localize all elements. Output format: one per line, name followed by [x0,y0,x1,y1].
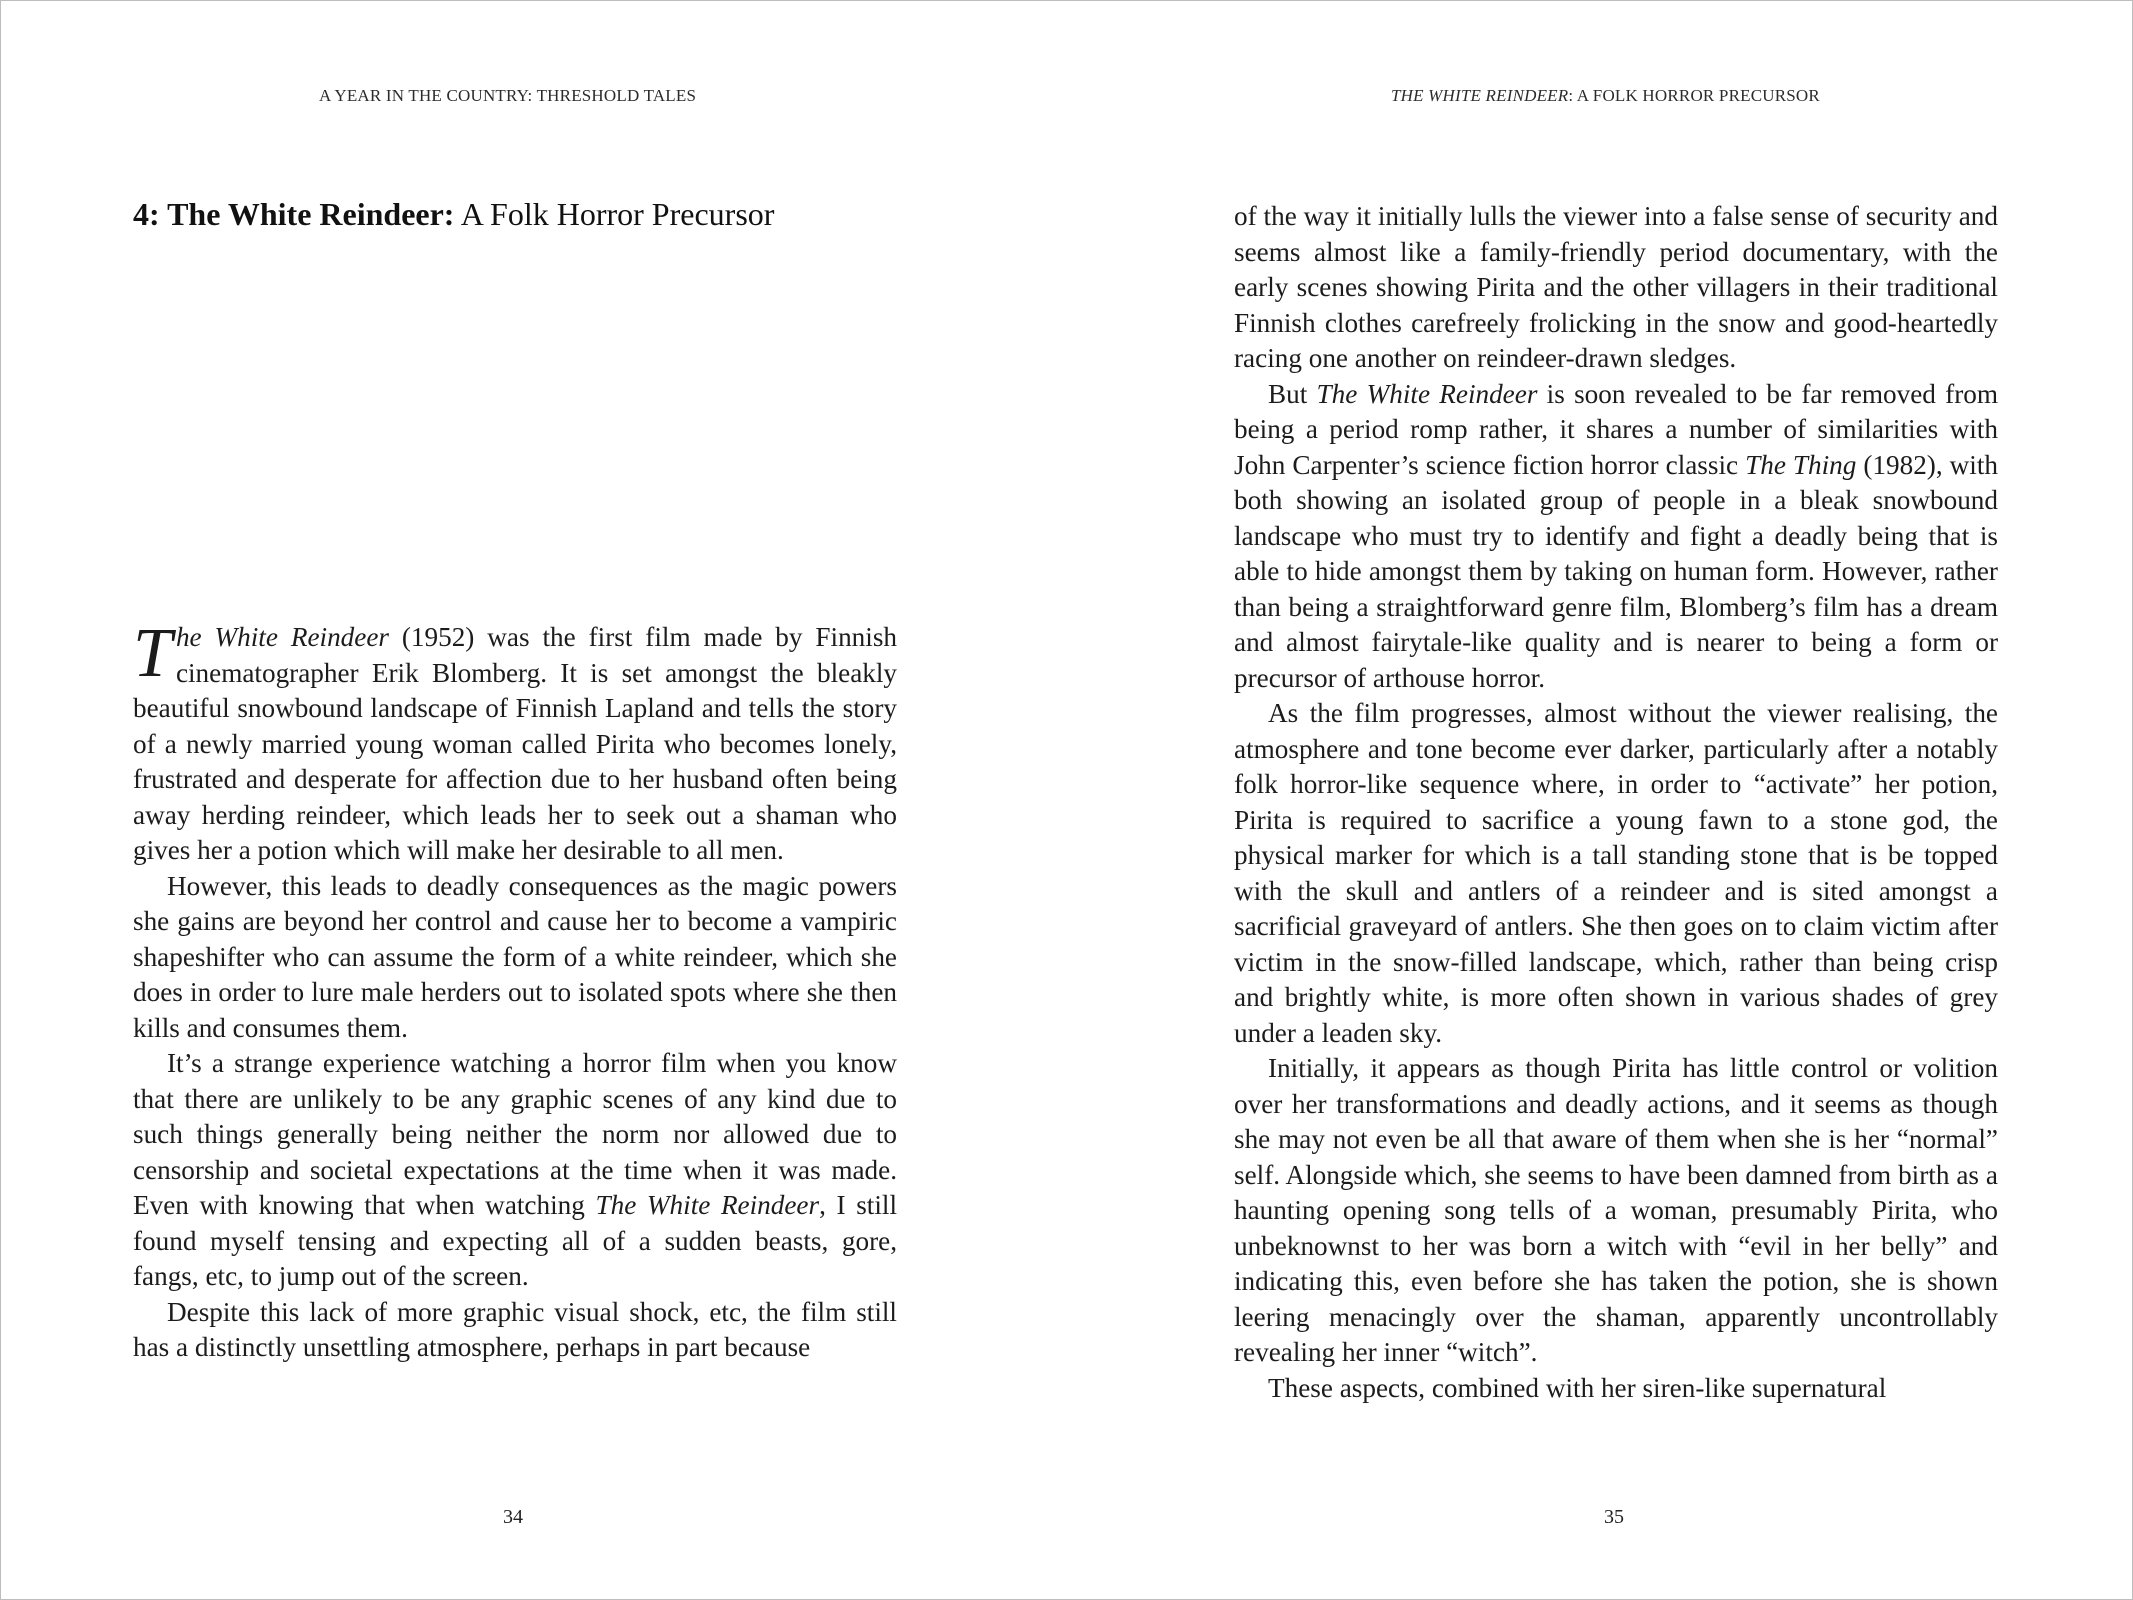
right-paragraph-2-text-a: But [1268,378,1317,409]
right-paragraph-2-text-b: is soon revealed to be far removed from being a period romp rather, it shares a number of similarities with John Carpenter’s science fiction horror classic [1234,378,1999,480]
left-paragraph-3 [133,1046,897,1295]
left-paragraph-1-text: (1952) was the first film made by Finnish cinematographer Erik Blomberg. It is set amongst the bleakly beautiful snowbound landscape of Finnish Lapland and tells the story of a newly married young woman called Pirita who becomes lonely, frustrated and desperate for affection due to her husband often being away herding reindeer, which leads her to seek out a shaman who gives her a potion which will make her desirable to all men. [133,622,897,865]
right-paragraph-2 [1234,377,1998,697]
right-body-text [1234,199,1998,1406]
left-paragraph-2: However, this leads to deadly consequences as the magic powers she gains are beyond her control and cause her to become a vampiric shapeshifter who can assume the form of a white reindeer, which she does in order to lure male herders out to isolated spots where she then kills and consumes them. [133,870,897,1043]
drop-cap: T [133,615,172,692]
film-title-italic: he White Reindeer [175,622,389,652]
left-body-text [133,615,898,1366]
film-title-italic: The Thing [1745,449,1857,480]
left-page [0,0,1066,1600]
running-head-right-rest: : A FOLK HORROR PRECURSOR [1568,86,1820,105]
running-head-right-italic: THE WHITE REINDEER [1391,86,1569,105]
left-paragraph-3-text-b: , I still found myself tensing and expecting all of a sudden beasts, gore, fangs, etc, to jump out of the screen. [133,1190,898,1291]
left-paragraph-1 [133,615,897,869]
right-paragraph-3: As the film progresses, almost without the viewer realising, the atmosphere and tone become ever darker, particularly after a notably folk horror-like sequence where, in order to “activate” her potion, Pirita is required to sacrifice a young fawn to a stone god, the physical marker for which is a tall standing stone that is be topped with the skull and antlers of a reindeer and is sited amongst a sacrificial graveyard of antlers. She then goes on to claim victim after victim in the snow-filled landscape, which, rather than being crisp and brightly white, is more often shown in various shades of grey under a leaden sky. [1234,698,1998,1048]
right-paragraph-5: These aspects, combined with her siren-like supernatural [1268,1372,1887,1403]
left-paragraph-3-text-a: It’s a strange experience watching a horror film when you know that there are unlikely to be any graphic scenes of any kind due to such things generally being neither the norm nor allowed due to censorship and societal expectations at the time when it was made. Even with knowing that when watching [133,1048,897,1220]
right-page [1066,0,2133,1600]
running-head-left: A YEAR IN THE COUNTRY: THRESHOLD TALES [319,86,697,105]
running-head-right [1391,86,1820,106]
left-paragraph-4: Despite this lack of more graphic visual shock, etc, the film still has a distinctly unsettling atmosphere, perhaps in part because [133,1296,897,1362]
film-title-italic: The White Reindeer [595,1190,820,1220]
chapter-title-bold: 4: The White Reindeer: [133,196,455,232]
film-title-italic: The White Reindeer [1316,378,1538,409]
right-paragraph-4: Initially, it appears as though Pirita has little control or volition over her transformations and deadly actions, and it seems as though she may not even be all that aware of them when she is her “normal” self. Alongside which, she seems to have been damned from birth as a haunting opening song tells of a woman, presumably Pirita, who unbeknownst to her was born a witch with “evil in her belly” and indicating this, even before she has taken the potion, she is shown leering menacingly over the shaman, apparently uncontrollably revealing her inner “witch”. [1234,1053,1998,1367]
page-number-left: 34 [503,1506,523,1528]
right-paragraph-2-text-c: (1982), with both showing an isolated group of people in a bleak snowbound landscape who must try to identify and fight a deadly being that is able to hide amongst them by taking on human form. However, rather than being a straightforward genre film, Blomberg’s film has a dream and almost fairytale-like quality and is nearer to being a form or precursor of arthouse horror. [1234,449,1998,693]
page-number-right: 35 [1604,1506,1624,1528]
chapter-title-rest: A Folk Horror Precursor [454,196,775,232]
right-paragraph-1: of the way it initially lulls the viewer into a false sense of security and seems almost like a family-friendly period documentary, with the early scenes showing Pirita and the other villagers in their traditional Finnish clothes carefreely frolicking in the snow and good-heartedly racing one another on reindeer-drawn sledges. [1234,201,1998,373]
chapter-title [133,196,774,233]
